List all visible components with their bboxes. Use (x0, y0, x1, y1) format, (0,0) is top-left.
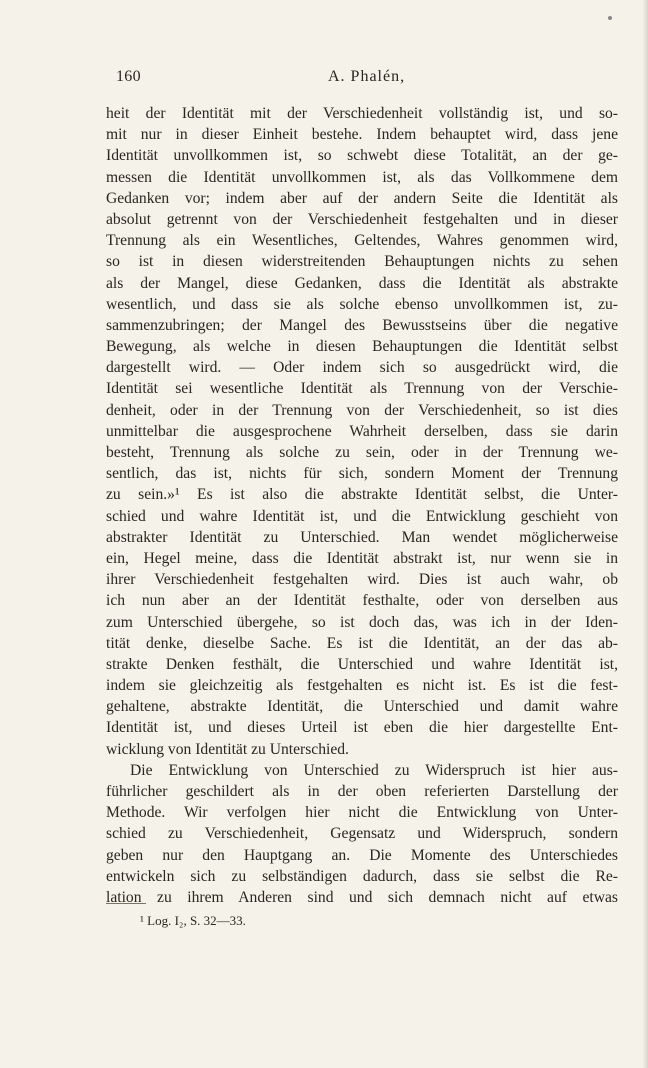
text-line: mit nur in dieser Einheit bestehe. Indem behauptet wird, dass jene (106, 126, 618, 144)
page-edge-shadow (642, 0, 648, 1068)
text-line: wicklung von Identität zu Unterschied. (106, 740, 349, 758)
body-text (106, 103, 618, 908)
text-line: ich nun aber an der Identität festhalte, oder von derselben aus (106, 592, 618, 610)
text-line: tität denke, dieselbe Sache. Es ist die Identität, an der das ab- (106, 634, 618, 652)
text-line: strakte Denken festhält, die Unterschied und wahre Identität ist, (106, 655, 618, 673)
text-line: dargestellt wird. — Oder indem sich so ausgedrückt wird, die (106, 359, 618, 377)
text-line: Trennung als ein Wesentliches, Geltendes, Wahres genommen wird, (106, 232, 618, 250)
text-line: lation zu ihrem Anderen sind und sich demnach nicht auf etwas (106, 888, 618, 906)
text-line: Methode. Wir verfolgen hier nicht die Entwicklung von Unter- (106, 804, 618, 822)
text-line: entwickeln sich zu selbständigen dadurch, dass sie selbst die Re- (106, 867, 618, 885)
text-line: ein, Hegel meine, dass die Identität abstrakt ist, nur wenn sie in (106, 549, 618, 567)
running-head: A. Phalén, (328, 68, 406, 85)
text-line: denheit, oder in der Trennung von der Verschiedenheit, so ist dies (106, 401, 618, 419)
text-line: gehaltene, abstrakte Identität, die Unterschied und damit wahre (106, 698, 618, 716)
text-line: Die Entwicklung von Unterschied zu Widerspruch ist hier aus- (130, 761, 618, 779)
text-line: führlicher geschildert als in der oben referierten Darstellung der (106, 783, 618, 800)
text-line: indem sie gleichzeitig als festgehalten es nicht ist. Es ist die fest- (106, 677, 618, 695)
speck (608, 16, 612, 20)
text-line: schied und wahre Identität ist, und die Entwicklung geschieht von (106, 507, 618, 525)
text-line: absolut getrennt von der Verschiedenheit festgehalten und in dieser (106, 210, 618, 228)
text-line: messen die Identität unvollkommen ist, als das Vollkommene dem (106, 168, 618, 186)
text-line: heit der Identität mit der Verschiedenheit vollständig ist, und so- (106, 105, 618, 122)
text-line: besteht, Trennung als solche zu sein, oder in der Trennung we- (106, 444, 618, 461)
footnote: ¹ Log. I₂, S. 32—33. (140, 913, 246, 928)
text-line: geben nur den Hauptgang an. Die Momente des Unterschiedes (106, 846, 618, 864)
text-line: abstrakter Identität zu Unterschied. Man wendet möglicherweise (106, 528, 618, 546)
text-line: unmittelbar die ausgesprochene Wahrheit derselben, dass sie darin (106, 422, 618, 440)
page-number: 160 (116, 68, 141, 85)
text-line: als der Mangel, diese Gedanken, dass die Identität als abstrakte (106, 274, 618, 292)
text-line: Identität sei wesentliche Identität als Trennung von der Verschie- (106, 380, 618, 398)
paragraph-2 (106, 760, 618, 908)
text-line: so ist in diesen widerstreitenden Behauptungen nichts zu sehen (106, 253, 618, 271)
text-line: sammenzubringen; der Mangel des Bewusstseins über die negative (106, 316, 618, 334)
text-line: sentlich, das ist, nichts für sich, sondern Moment der Trennung (106, 465, 618, 483)
text-line: Identität ist, und dieses Urteil ist eben die hier dargestellte Ent- (106, 719, 618, 737)
text-line: zu sein.»¹ Es ist also die abstrakte Identität selbst, die Unter- (106, 486, 618, 504)
text-line: wesentlich, und dass sie als solche ebenso unvollkommen ist, zu- (106, 295, 618, 313)
footnote-rule (106, 903, 146, 904)
paragraph-1 (106, 103, 618, 760)
text-line: Identität unvollkommen ist, so schwebt diese Totalität, an der ge- (106, 147, 618, 165)
text-line: Bewegung, als welche in diesen Behauptungen die Identität selbst (106, 338, 618, 356)
text-line: schied zu Verschiedenheit, Gegensatz und Widerspruch, sondern (106, 825, 618, 843)
text-line: zum Unterschied übergehe, so ist doch das, was ich in der Iden- (106, 613, 618, 631)
text-line: Gedanken vor; indem aber auf der andern Seite die Identität als (106, 189, 618, 207)
text-line: ihrer Verschiedenheit festgehalten wird. Dies ist auch wahr, ob (106, 571, 618, 589)
